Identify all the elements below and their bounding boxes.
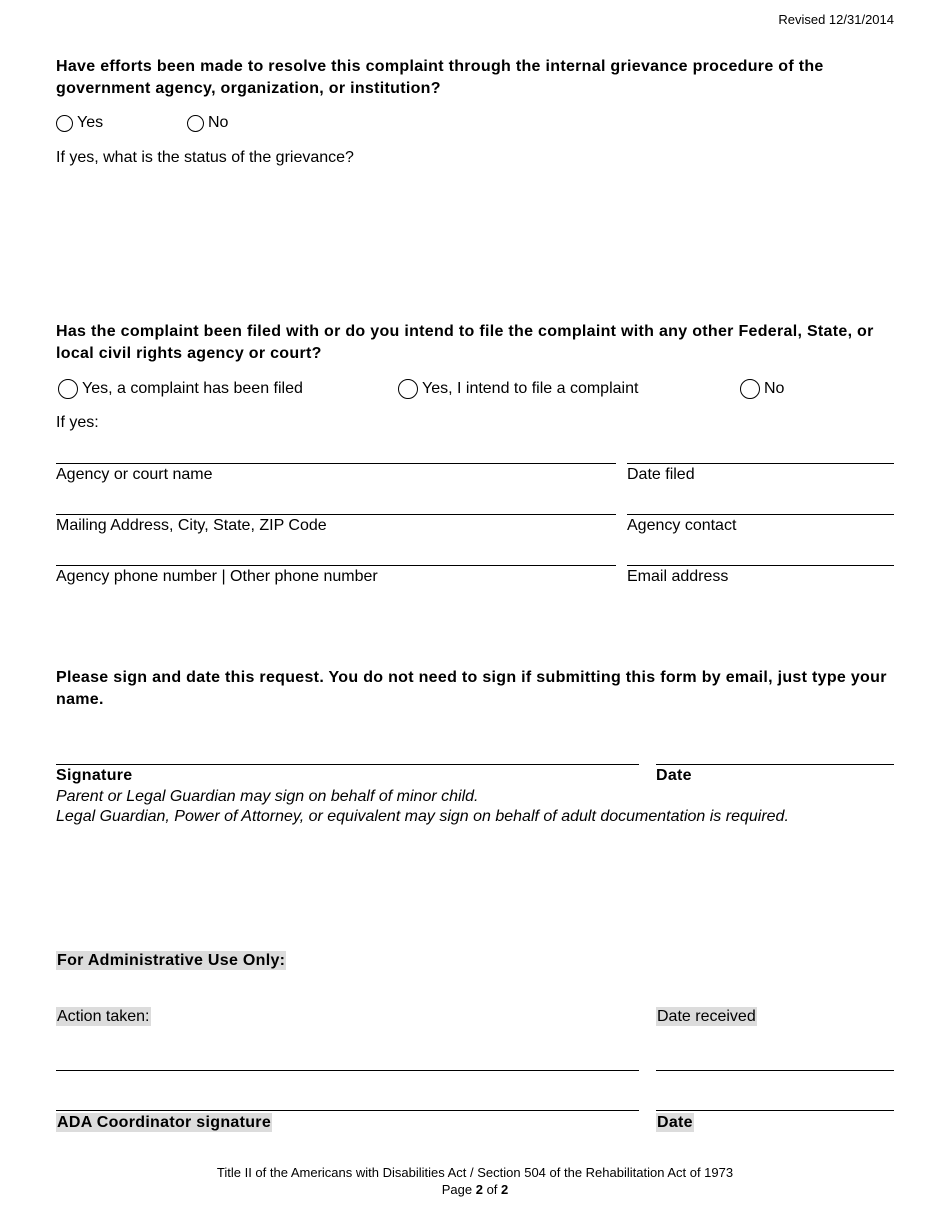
date-filed-label: Date filed (627, 466, 695, 483)
coordinator-date-line (656, 1110, 894, 1111)
coordinator-signature-input[interactable] (56, 1088, 639, 1110)
revised-date: Revised 12/31/2014 (778, 12, 894, 27)
other-filing-no-radio[interactable] (740, 379, 784, 399)
complaint-filed-label: Yes, a complaint has been filed (82, 380, 303, 397)
phone-input[interactable] (56, 543, 616, 565)
intend-to-file-radio[interactable] (398, 379, 638, 399)
action-taken-line (56, 1070, 639, 1071)
email-input[interactable] (627, 543, 894, 565)
grievance-status-prompt: If yes, what is the status of the grievance? (56, 149, 354, 166)
signature-instruction: Please sign and date this request. You do not need to sign if submitting this form by email, just type your name. (56, 669, 887, 708)
radio-circle-icon[interactable] (398, 379, 418, 399)
mailing-address-line (56, 514, 616, 515)
email-label: Email address (627, 568, 729, 585)
mailing-address-input[interactable] (56, 492, 616, 514)
guardian-note-adult: Legal Guardian, Power of Attorney, or equivalent may sign on behalf of adult documentation is required. (56, 808, 789, 825)
page-number (0, 1182, 950, 1198)
page-total: 2 (501, 1182, 509, 1197)
if-yes-label: If yes: (56, 414, 99, 431)
coordinator-signature-label: ADA Coordinator signature (57, 1114, 272, 1131)
date-received-line (656, 1070, 894, 1071)
signature-date-input[interactable] (656, 740, 894, 764)
complaint-filed-radio[interactable] (58, 379, 303, 399)
email-line (627, 565, 894, 566)
signature-date-line (656, 764, 894, 765)
other-filing-no-label: No (764, 380, 785, 397)
date-received-label: Date received (657, 1008, 756, 1025)
grievance-status-field[interactable] (56, 172, 894, 304)
coordinator-signature-line (56, 1110, 639, 1111)
date-filed-line (627, 463, 894, 464)
signature-label: Signature (56, 767, 133, 784)
intend-to-file-label: Yes, I intend to file a complaint (422, 380, 639, 397)
page-prefix: Page (441, 1182, 476, 1197)
action-taken-label: Action taken: (57, 1008, 150, 1025)
coordinator-date-label: Date (657, 1114, 693, 1131)
radio-circle-icon[interactable] (187, 115, 204, 132)
phone-label: Agency phone number | Other phone number (56, 568, 378, 585)
grievance-no-radio[interactable] (187, 114, 228, 132)
signature-input[interactable] (56, 740, 639, 764)
radio-circle-icon[interactable] (58, 379, 78, 399)
admin-heading: For Administrative Use Only: (57, 952, 286, 969)
radio-circle-icon[interactable] (56, 115, 73, 132)
phone-line (56, 565, 616, 566)
radio-circle-icon[interactable] (740, 379, 760, 399)
signature-line (56, 764, 639, 765)
date-filed-input[interactable] (627, 440, 894, 462)
coordinator-date-input[interactable] (656, 1088, 894, 1110)
page-current: 2 (475, 1182, 483, 1197)
footer-legal-text: Title II of the Americans with Disabilities Act / Section 504 of the Rehabilitation Act of 1973 (216, 1165, 734, 1180)
guardian-note-minor: Parent or Legal Guardian may sign on behalf of minor child. (56, 788, 479, 805)
agency-contact-label: Agency contact (627, 517, 737, 534)
other-filing-question: Has the complaint been filed with or do you intend to file the complaint with any other Federal, State, or local civil rights agency or court? (56, 323, 874, 362)
mailing-address-label: Mailing Address, City, State, ZIP Code (56, 517, 327, 534)
agency-name-input[interactable] (56, 440, 616, 462)
grievance-yes-label: Yes (77, 114, 104, 131)
agency-contact-line (627, 514, 894, 515)
page-of: of (482, 1182, 502, 1197)
signature-date-label: Date (656, 767, 692, 784)
action-taken-input[interactable] (56, 1032, 639, 1070)
date-received-input[interactable] (656, 1032, 894, 1070)
agency-name-label: Agency or court name (56, 466, 213, 483)
grievance-yes-radio[interactable] (56, 114, 103, 132)
grievance-question: Have efforts been made to resolve this complaint through the internal grievance procedure of the government agency, organization, or institution? (56, 58, 824, 97)
grievance-no-label: No (208, 114, 229, 131)
agency-name-line (56, 463, 616, 464)
agency-contact-input[interactable] (627, 492, 894, 514)
